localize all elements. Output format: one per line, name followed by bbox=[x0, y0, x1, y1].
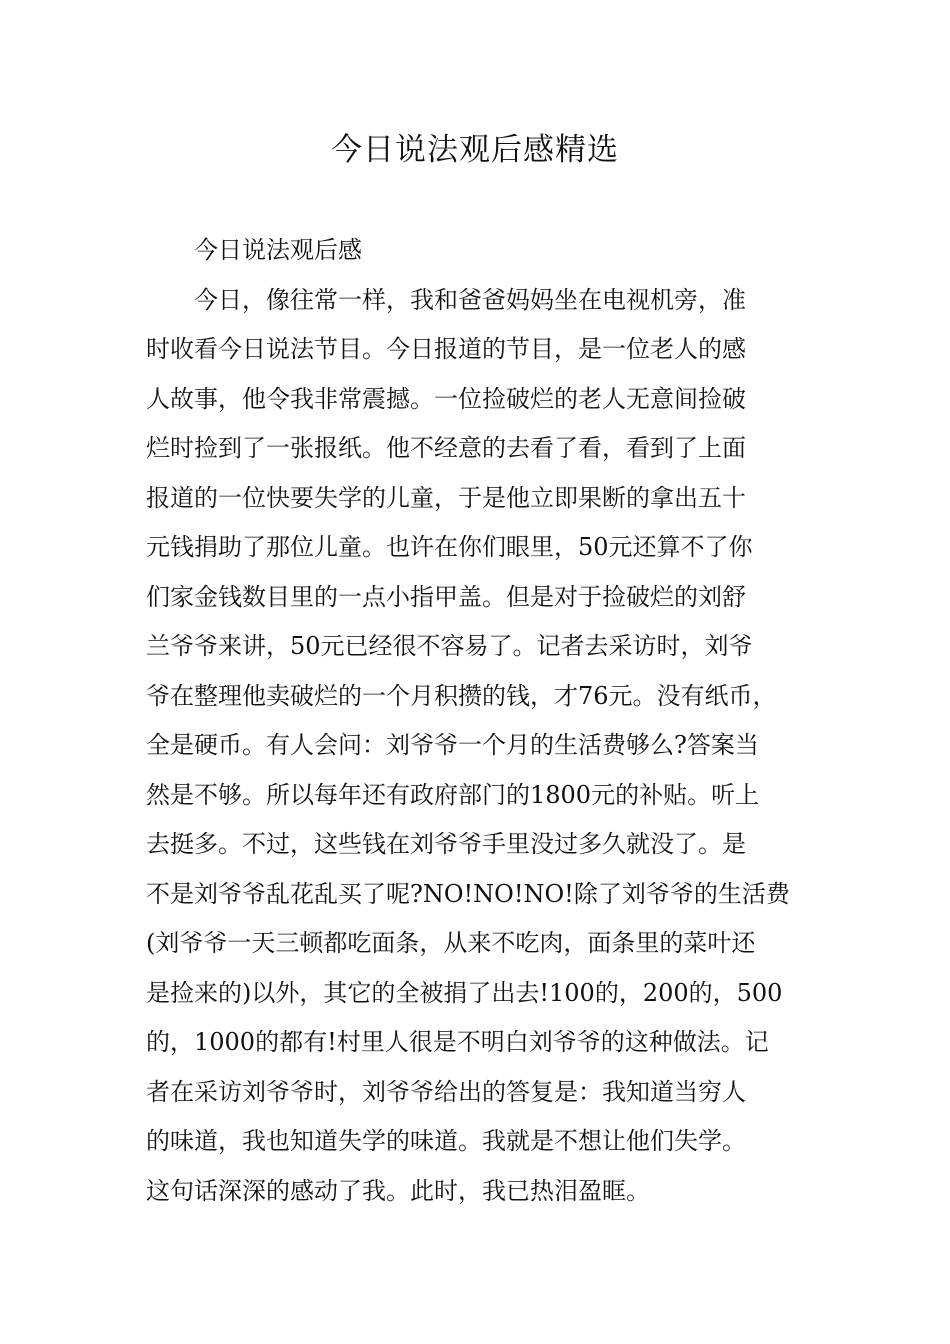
paragraph-line: 烂时捡到了一张报纸。他不经意的去看了看，看到了上面 bbox=[146, 434, 746, 462]
paragraph-line: 去挺多。不过，这些钱在刘爷爷手里没过多久就没了。是 bbox=[146, 830, 746, 858]
paragraph-line: 不是刘爷爷乱花乱买了呢?NO!NO!NO!除了刘爷爷的生活费 bbox=[146, 879, 790, 908]
paragraph-line: 的，1000的都有!村里人很是不明白刘爷爷的这种做法。记 bbox=[146, 1028, 769, 1056]
paragraph-line: 报道的一位快要失学的儿童，于是他立即果断的拿出五十 bbox=[146, 483, 746, 512]
paragraph-line: 时收看今日说法节目。今日报道的节目，是一位老人的感 bbox=[146, 335, 746, 363]
paragraph-line: 今日，像往常一样，我和爸爸妈妈坐在电视机旁，准 bbox=[194, 285, 746, 314]
document-body bbox=[146, 226, 826, 1216]
paragraph-line: (刘爷爷一天三顿都吃面条，从来不吃肉，面条里的菜叶还 bbox=[146, 929, 756, 957]
paragraph-line: 全是硬币。有人会问：刘爷爷一个月的生活费够么?答案当 bbox=[146, 731, 759, 759]
paragraph-line: 兰爷爷来讲，50元已经很不容易了。记者去采访时，刘爷 bbox=[146, 632, 753, 660]
paragraph-line: 们家金钱数目里的一点小指甲盖。但是对于捡破烂的刘舒 bbox=[146, 582, 746, 611]
paragraph-line: 人故事，他令我非常震撼。一位捡破烂的老人无意间捡破 bbox=[146, 384, 746, 413]
paragraph-line: 者在采访刘爷爷时，刘爷爷给出的答复是：我知道当穷人 bbox=[146, 1077, 746, 1106]
paragraph-line: 是捡来的)以外，其它的全被捐了出去!100的，200的，500 bbox=[146, 978, 783, 1007]
document-title: 今日说法观后感精选 bbox=[331, 132, 619, 168]
document-subheading: 今日说法观后感 bbox=[194, 236, 362, 264]
paragraph-line: 这句话深深的感动了我。此时，我已热泪盈眶。 bbox=[146, 1176, 650, 1205]
paragraph-line: 爷在整理他卖破烂的一个月积攒的钱，才76元。没有纸币， bbox=[146, 681, 777, 710]
paragraph-line: 元钱捐助了那位儿童。也许在你们眼里，50元还算不了你 bbox=[146, 533, 753, 561]
paragraph-line: 然是不够。所以每年还有政府部门的1800元的补贴。听上 bbox=[146, 780, 760, 809]
paragraph-line: 的味道，我也知道失学的味道。我就是不想让他们失学。 bbox=[146, 1127, 746, 1155]
